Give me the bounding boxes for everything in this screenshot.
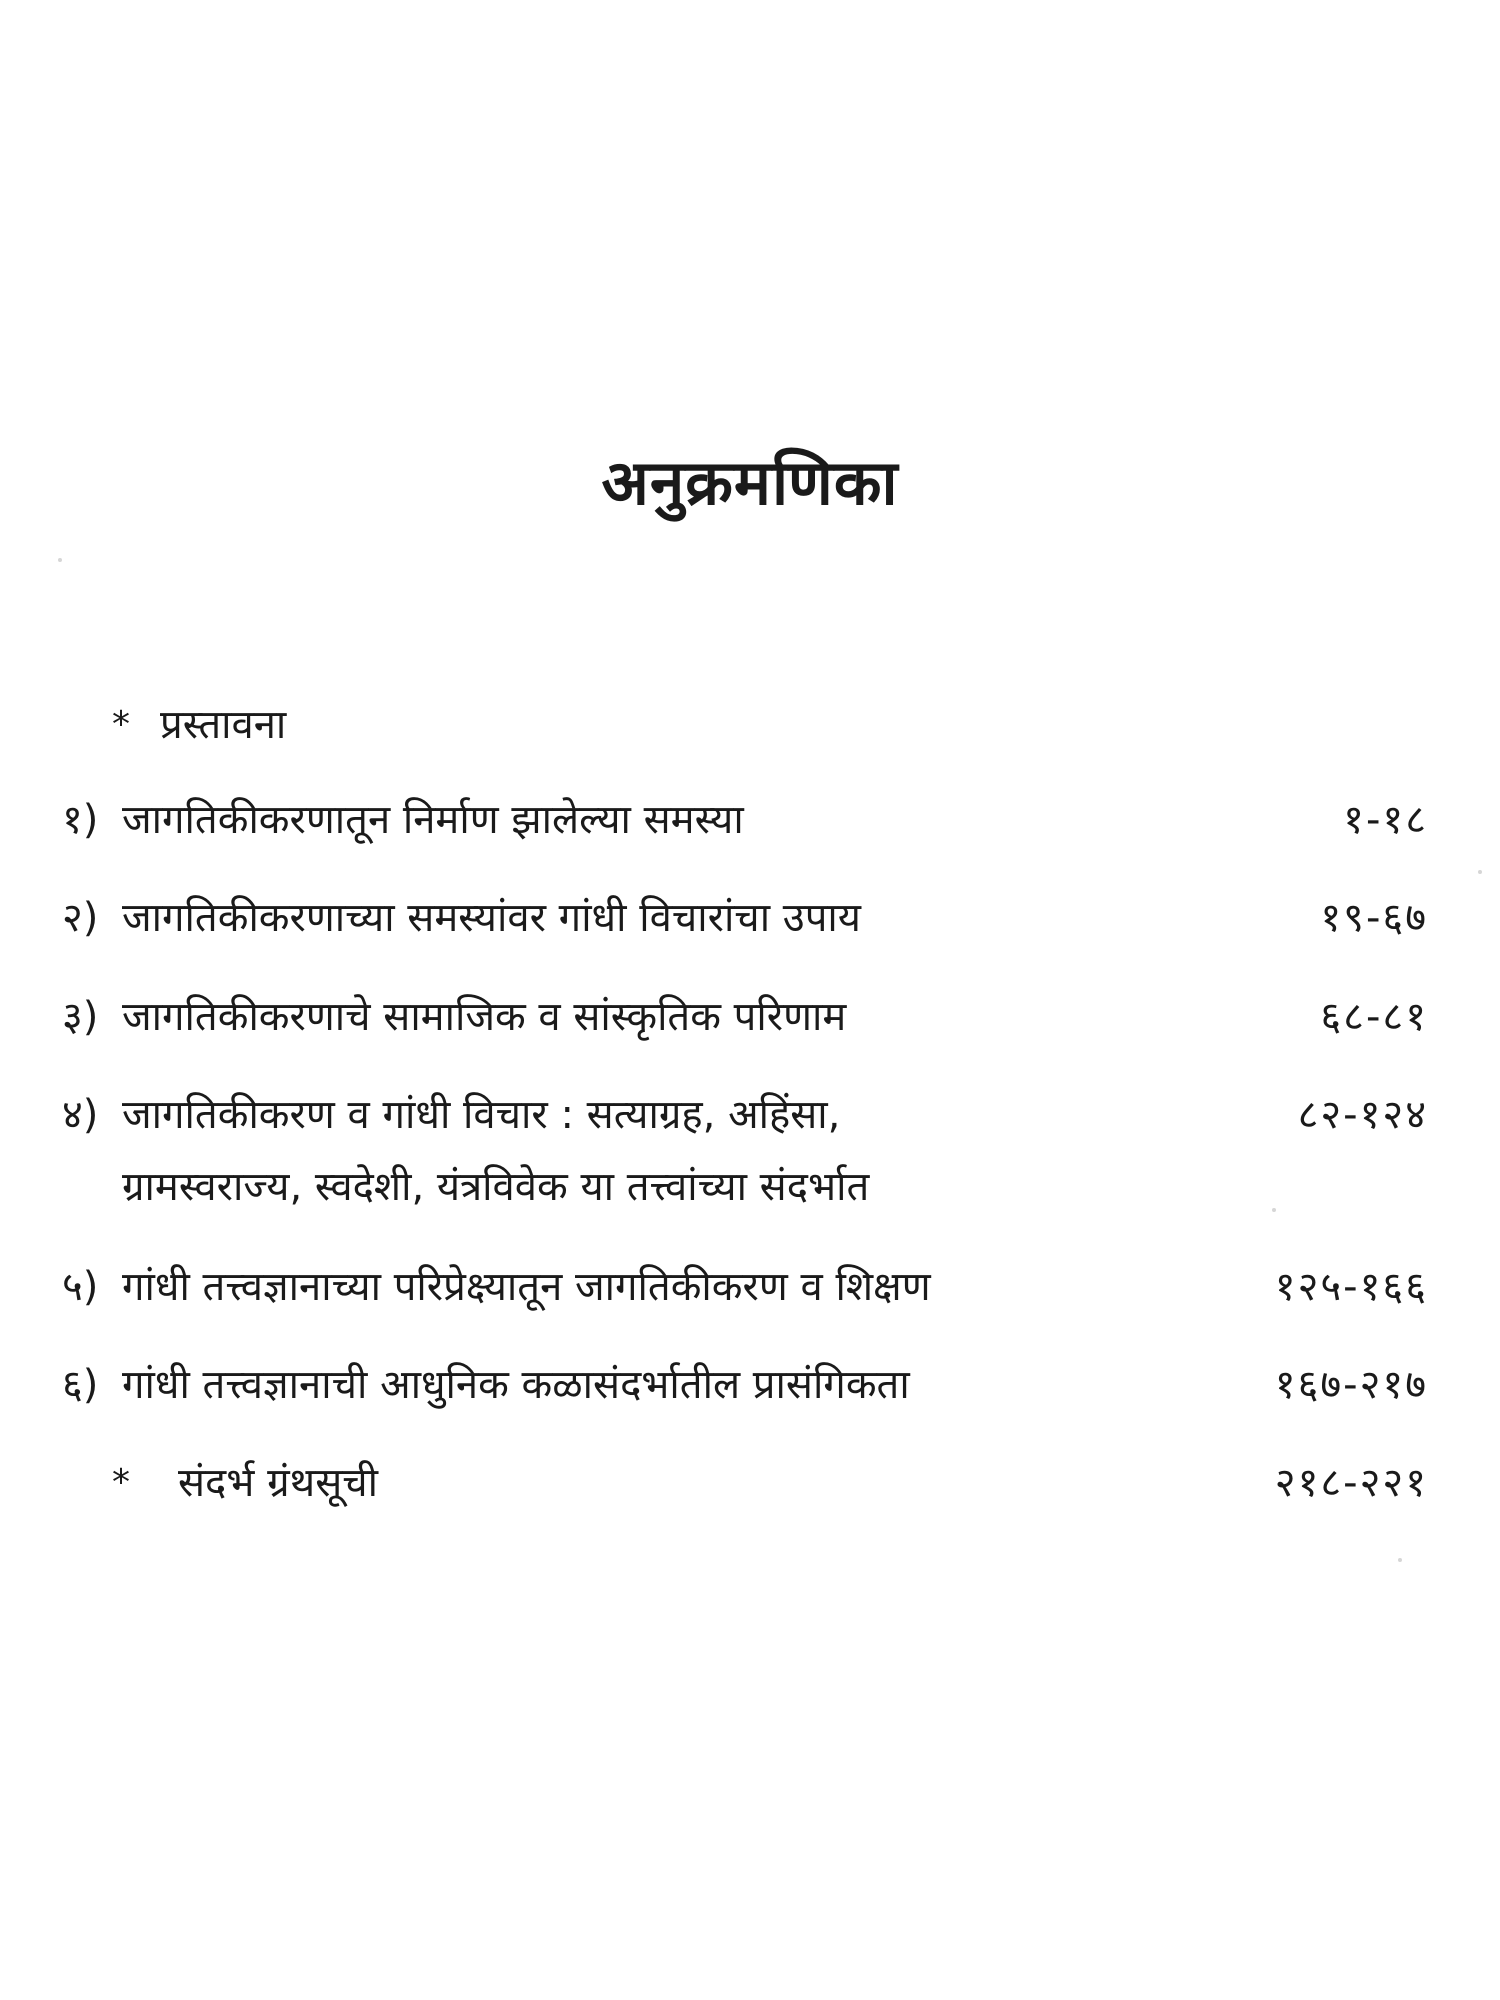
toc-entry-number: ६) — [62, 1362, 99, 1408]
toc-entry-pages: १९-६७ — [1320, 895, 1428, 941]
toc-entry-title: गांधी तत्त्वज्ञानाची आधुनिक कळासंदर्भातील प्रासंगिकता — [122, 1362, 910, 1408]
toc-entry-number: ५) — [62, 1264, 99, 1310]
scan-speck — [1478, 870, 1482, 874]
toc-entry-pages: ६८-८१ — [1320, 994, 1428, 1040]
toc-entry-title: गांधी तत्त्वज्ञानाच्या परिप्रेक्ष्यातून जागतिकीकरण व शिक्षण — [122, 1264, 931, 1310]
toc-entry-pages: १६७-२१७ — [1274, 1362, 1428, 1408]
asterisk-icon: * — [112, 704, 130, 745]
toc-entry-title: प्रस्तावना — [160, 702, 287, 748]
scan-speck — [1272, 1208, 1276, 1212]
toc-entry-number: ४) — [62, 1092, 99, 1138]
toc-entry-number: २) — [62, 895, 99, 941]
scan-speck — [1398, 1558, 1402, 1562]
toc-entry-title: संदर्भ ग्रंथसूची — [178, 1460, 379, 1506]
toc-entry-title: जागतिकीकरणाचे सामाजिक व सांस्कृतिक परिणाम — [122, 994, 847, 1040]
toc-entry-number: ३) — [62, 994, 99, 1040]
toc-entry-pages: १२५-१६६ — [1274, 1264, 1428, 1310]
toc-entry-title: जागतिकीकरण व गांधी विचार : सत्याग्रह, अहिंसा, — [122, 1092, 841, 1138]
toc-entry-pages: १-१८ — [1343, 797, 1428, 843]
toc-entry-title-line2: ग्रामस्वराज्य, स्वदेशी, यंत्रविवेक या तत्त्वांच्या संदर्भात — [122, 1164, 870, 1210]
asterisk-icon: * — [112, 1462, 130, 1503]
toc-entry-number: १) — [62, 797, 99, 843]
toc-entry-title: जागतिकीकरणाच्या समस्यांवर गांधी विचारांचा उपाय — [122, 895, 861, 941]
toc-entry-title: जागतिकीकरणातून निर्माण झालेल्या समस्या — [122, 797, 744, 843]
page-title: अनुक्रमणिका — [601, 446, 899, 519]
scan-speck — [58, 558, 62, 562]
toc-entry-pages: ८२-१२४ — [1297, 1092, 1428, 1138]
toc-entry-pages: २१८-२२१ — [1274, 1460, 1428, 1506]
